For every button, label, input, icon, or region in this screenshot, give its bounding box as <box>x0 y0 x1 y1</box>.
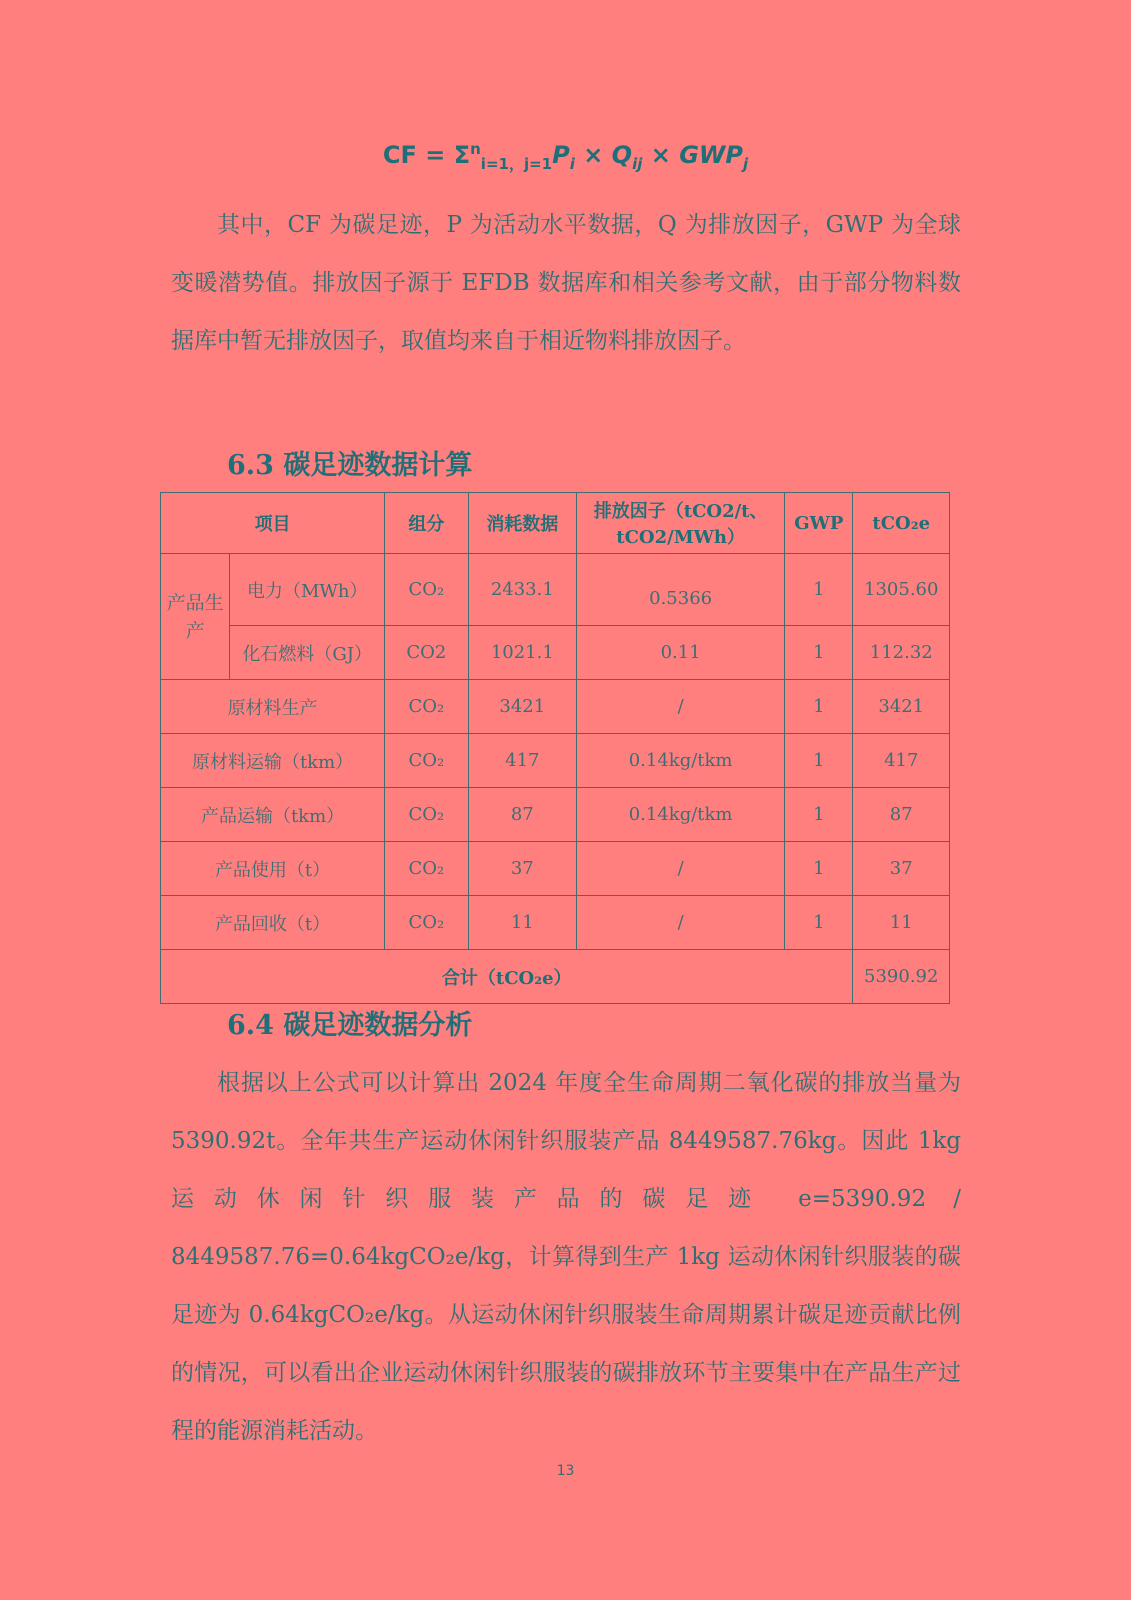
cell-factor: 0.5366 <box>577 554 785 626</box>
group-label-product-production: 产品生产 <box>161 554 230 680</box>
header-tco2e: tCO₂e <box>853 493 950 554</box>
cell-gwp: 1 <box>785 554 853 626</box>
cell-consumption: 1021.1 <box>468 626 577 680</box>
cell-item: 产品运输（tkm） <box>161 788 385 842</box>
total-label: 合计（tCO₂e） <box>161 950 853 1004</box>
table-header-row <box>161 493 950 554</box>
cell-consumption: 3421 <box>468 680 577 734</box>
cell-tco2e: 11 <box>853 896 950 950</box>
header-item: 项目 <box>161 493 385 554</box>
table-total-row <box>161 950 950 1004</box>
cell-factor: / <box>577 896 785 950</box>
cell-item: 化石燃料（GJ） <box>230 626 385 680</box>
header-gwp: GWP <box>785 493 853 554</box>
cell-component: CO₂ <box>385 554 468 626</box>
cell-tco2e: 417 <box>853 734 950 788</box>
cell-factor: / <box>577 680 785 734</box>
cell-consumption: 2433.1 <box>468 554 577 626</box>
cell-factor: 0.14kg/tkm <box>577 734 785 788</box>
cell-component: CO2 <box>385 626 468 680</box>
cell-consumption: 37 <box>468 842 577 896</box>
cell-component: CO₂ <box>385 896 468 950</box>
cell-factor: / <box>577 842 785 896</box>
section-heading-6-3: 6.3 碳足迹数据计算 <box>227 450 473 481</box>
table-row <box>161 554 950 626</box>
cell-component: CO₂ <box>385 734 468 788</box>
carbon-footprint-table <box>160 492 950 1004</box>
intro-paragraph: 其中，CF 为碳足迹，P 为活动水平数据，Q 为排放因子，GWP 为全球变暖潜势值。排放因子源于 EFDB 数据库和相关参考文献，由于部分物料数据库中暂无排放因子，取值均来自于相近物料排放因子。 <box>171 212 961 354</box>
cell-tco2e: 37 <box>853 842 950 896</box>
cell-item: 产品回收（t） <box>161 896 385 950</box>
table-row <box>161 788 950 842</box>
cell-tco2e: 1305.60 <box>853 554 950 626</box>
cell-gwp: 1 <box>785 896 853 950</box>
cell-tco2e: 3421 <box>853 680 950 734</box>
analysis-paragraph: 根据以上公式可以计算出 2024 年度全生命周期二氧化碳的排放当量为 5390.92t。全年共生产运动休闲针织服装产品 8449587.76kg。因此 1kg 运动休闲针织服装产品的碳足迹 e=5390.92 / 8449587.76=0.64kgCO₂e/kg，计算得到生产 1kg 运动休闲针织服装的碳足迹为 0.64kgCO₂e/kg。从运动休闲针织服装生命周期累计碳足迹贡献比例的情况，可以看出企业运动休闲针织服装的碳排放环节主要集中在产品生产过程的能源消耗活动。 <box>171 1070 961 1444</box>
formula: CF = $\Sigma^n_{i=1,j=1}P_i \times Q_{ij} \times GWP_j$ <box>382 140 749 173</box>
header-component: 组分 <box>385 493 468 554</box>
cell-gwp: 1 <box>785 680 853 734</box>
header-consumption: 消耗数据 <box>468 493 577 554</box>
cell-item: 产品使用（t） <box>161 842 385 896</box>
section-heading-6-4: 6.4 碳足迹数据分析 <box>227 1010 473 1041</box>
cell-item: 原材料运输（tkm） <box>161 734 385 788</box>
cell-factor: 0.11 <box>577 626 785 680</box>
cell-item: 电力（MWh） <box>230 554 385 626</box>
cell-component: CO₂ <box>385 842 468 896</box>
table-row <box>161 626 950 680</box>
table-row <box>161 680 950 734</box>
header-emission-factor: 排放因子（tCO2/t、tCO2/MWh） <box>577 493 785 554</box>
cell-gwp: 1 <box>785 626 853 680</box>
table-row <box>161 896 950 950</box>
cell-item: 原材料生产 <box>161 680 385 734</box>
cell-tco2e: 112.32 <box>853 626 950 680</box>
cell-component: CO₂ <box>385 680 468 734</box>
table-row <box>161 734 950 788</box>
cell-gwp: 1 <box>785 788 853 842</box>
cell-consumption: 417 <box>468 734 577 788</box>
page-number: 13 <box>556 1463 575 1479</box>
total-value: 5390.92 <box>853 950 950 1004</box>
cell-gwp: 1 <box>785 842 853 896</box>
cell-tco2e: 87 <box>853 788 950 842</box>
cell-factor: 0.14kg/tkm <box>577 788 785 842</box>
cell-component: CO₂ <box>385 788 468 842</box>
cell-consumption: 87 <box>468 788 577 842</box>
cell-gwp: 1 <box>785 734 853 788</box>
cell-consumption: 11 <box>468 896 577 950</box>
table-row <box>161 842 950 896</box>
